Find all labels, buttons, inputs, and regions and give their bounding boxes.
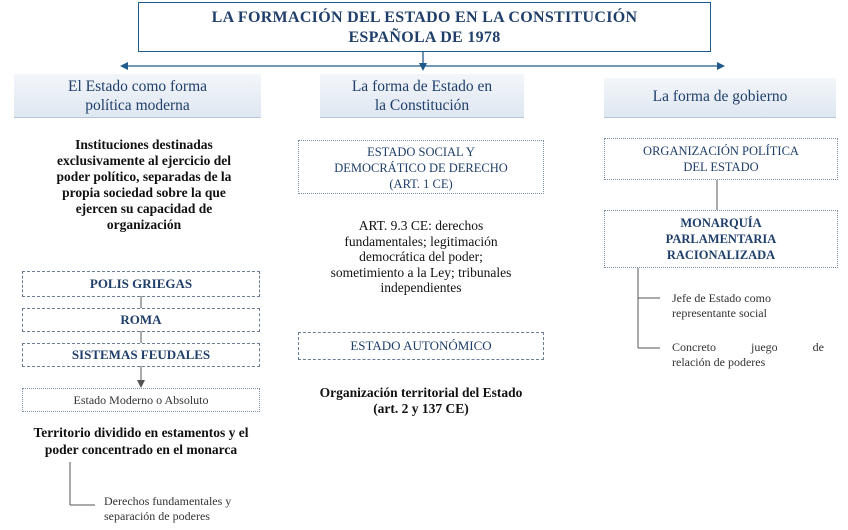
desc-line: poder político, separadas de la	[56, 169, 232, 184]
center-header-line1: La forma de Estado en	[351, 78, 493, 95]
box1-line2: DEMOCRÁTICO DE DERECHO	[334, 161, 508, 175]
result-estado-moderno	[22, 388, 260, 412]
center-header-line2: la Constitución	[374, 97, 470, 114]
item1-line1: Jefe de Estado como	[672, 291, 771, 305]
right-box2-line3: RACIONALIZADA	[666, 248, 776, 262]
arrow-down-icon	[137, 380, 145, 388]
right-box2-line1: MONARQUÍA	[680, 216, 762, 230]
stage-label: POLIS GRIEGAS	[89, 276, 193, 291]
stage-polis-griegas	[22, 271, 260, 297]
text-line: ART. 9.3 CE: derechos	[358, 218, 484, 233]
organizacion-politica-box	[604, 138, 838, 180]
right-box1-line1: ORGANIZACIÓN POLÍTICA	[643, 144, 799, 158]
stage-sistemas-feudales	[22, 343, 260, 367]
arrow-center-icon	[419, 63, 427, 71]
right-box1-line2: DEL ESTADO	[683, 160, 759, 174]
left-header-line1: El Estado como forma	[67, 78, 208, 95]
stage-roma	[22, 308, 260, 332]
note-line1: Derechos fundamentales y	[104, 494, 232, 508]
box2-text-line1: Organización territorial del Estado	[319, 385, 523, 400]
title-line2: ESPAÑOLA DE 1978	[348, 29, 501, 46]
desc-line: propia sociedad sobre la que	[62, 185, 226, 200]
center-header	[320, 74, 524, 118]
desc-line: ejercen su capacidad de	[75, 201, 213, 216]
left-description	[14, 137, 274, 233]
desc-line: organización	[106, 217, 182, 232]
right-item-jefe-estado	[672, 291, 832, 321]
item2-line1: Concreto juego de	[672, 340, 824, 354]
box2-label: ESTADO AUTONÓMICO	[350, 338, 492, 353]
estado-social-text	[296, 218, 546, 296]
box1-line3: (ART. 1 CE)	[389, 177, 453, 191]
left-header-line2: política moderna	[85, 97, 190, 114]
title-line1: LA FORMACIÓN DEL ESTADO EN LA CONSTITUCIÓN	[211, 9, 638, 26]
estado-autonomico-box	[298, 332, 544, 360]
note-line2: separación de poderes	[104, 509, 210, 523]
arrow-left-icon	[120, 62, 128, 70]
desc-line: exclusivamente al ejercicio del	[56, 153, 232, 168]
result-label: Estado Moderno o Absoluto	[73, 393, 209, 407]
result-note	[104, 494, 284, 524]
box2-text-line2: (art. 2 y 137 CE)	[373, 401, 469, 416]
item2-line2: relación de poderes	[672, 355, 766, 369]
stage-label: SISTEMAS FEUDALES	[71, 347, 211, 362]
text-line: democrática del poder;	[359, 249, 483, 264]
right-header-label: La forma de gobierno	[652, 88, 788, 105]
text-line: fundamentales; legitimación	[344, 233, 498, 249]
result-description	[2, 424, 280, 458]
result-desc-line2: poder concentrado en el monarca	[44, 442, 238, 457]
right-item-juego-poderes	[672, 340, 824, 370]
text-line: independientes	[380, 280, 462, 295]
arrow-right-icon	[717, 62, 725, 70]
result-desc-line1: Territorio dividido en estamentos y el	[33, 425, 249, 440]
monarquia-box	[604, 210, 838, 268]
stage-label: ROMA	[120, 312, 162, 327]
estado-autonomico-text	[290, 385, 552, 417]
desc-line: Instituciones destinadas	[75, 137, 213, 152]
estado-social-box	[298, 140, 544, 194]
left-header	[14, 74, 261, 118]
diagram-title	[138, 2, 711, 52]
right-box2-line2: PARLAMENTARIA	[665, 232, 777, 246]
right-header	[604, 78, 836, 118]
box1-line1: ESTADO SOCIAL Y	[367, 145, 475, 159]
item1-line2: representante social	[672, 306, 767, 320]
text-line: sometimiento a la Ley; tribunales	[330, 264, 512, 280]
